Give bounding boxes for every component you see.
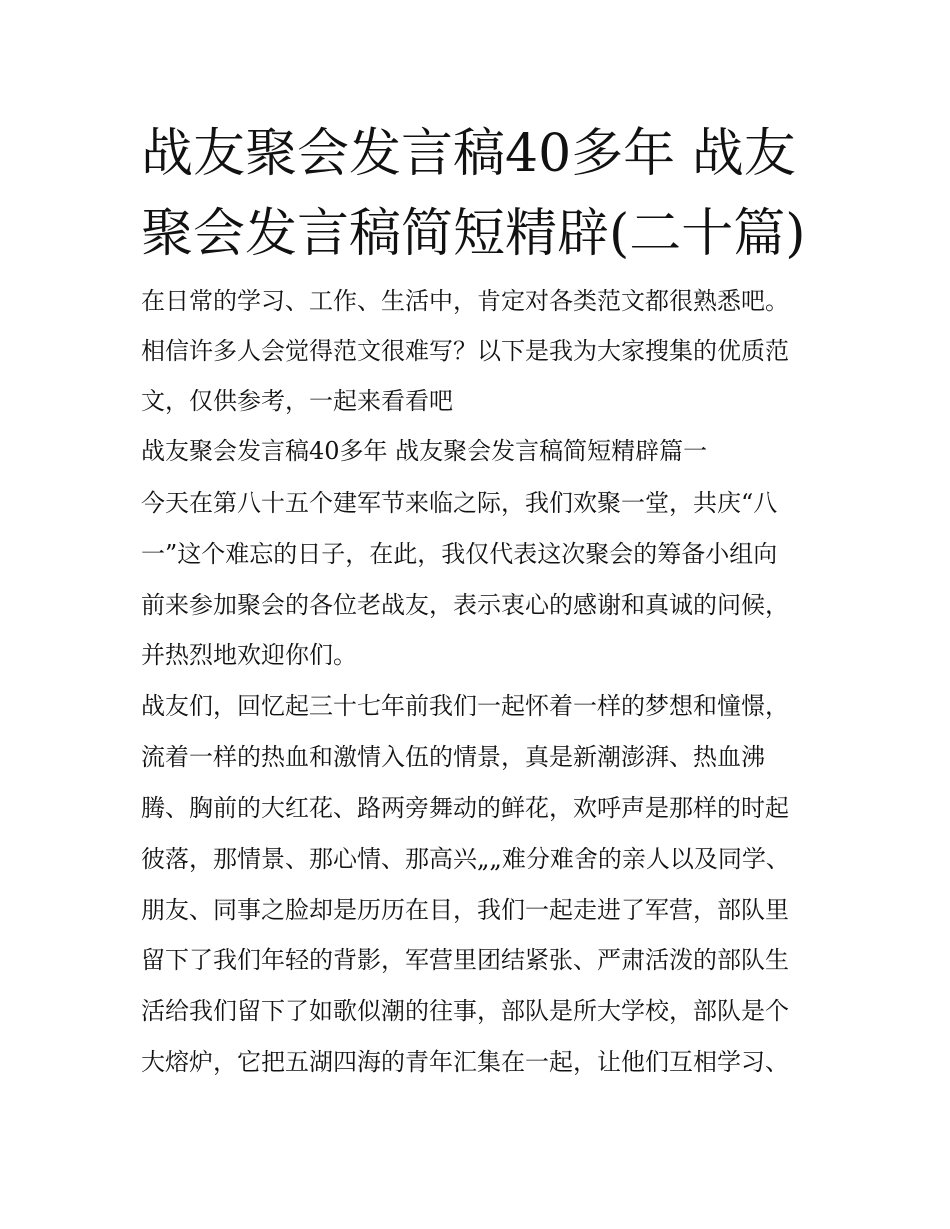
paragraph-1-line: 前来参加聚会的各位老战友，表示衷心的感谢和真诚的问候， <box>141 591 789 619</box>
paragraph-2-line: 活给我们留下了如歌似潮的往事，部队是所大学校，部队是个 <box>141 997 789 1025</box>
paragraph-1-line: 并热烈地欢迎你们。 <box>141 641 357 669</box>
paragraph-2-line: 流着一样的热血和激情入伍的情景，真是新潮澎湃、热血沸 <box>141 743 765 771</box>
paragraph-1-line: 今天在第八十五个建军节来临之际，我们欢聚一堂，共庆“八 <box>141 489 778 517</box>
paragraph-2-line: 朋友、同事之脸却是历历在目，我们一起走进了军营，部队里 <box>141 896 789 924</box>
title-line-1: 战友聚会发言稿40多年 战友 <box>141 124 796 184</box>
paragraph-2-line: 大熔炉，它把五湖四海的青年汇集在一起，让他们互相学习、 <box>141 1048 789 1076</box>
intro-line: 相信许多人会觉得范文很难写？以下是我为大家搜集的优质范 <box>141 337 789 365</box>
paragraph-1-line: 一”这个难忘的日子，在此，我仅代表这次聚会的筹备小组向 <box>141 540 778 568</box>
section-heading: 战友聚会发言稿40多年 战友聚会发言稿简短精辟篇一 <box>141 437 708 465</box>
paragraph-2-line: 战友们，回忆起三十七年前我们一起怀着一样的梦想和憧憬， <box>141 692 789 720</box>
intro-line: 文，仅供参考，一起来看看吧 <box>141 387 453 415</box>
paragraph-2-line: 彼落，那情景、那心情、那高兴„„难分难舍的亲人以及同学、 <box>141 845 790 873</box>
paragraph-2-line: 腾、胸前的大红花、路两旁舞动的鲜花，欢呼声是那样的时起 <box>141 794 789 822</box>
intro-line: 在日常的学习、工作、生活中，肯定对各类范文都很熟悉吧。 <box>141 287 789 315</box>
title-line-2: 聚会发言稿简短精辟(二十篇) <box>141 204 806 264</box>
paragraph-2-line: 留下了我们年轻的背影，军营里团结紧张、严肃活泼的部队生 <box>141 946 789 974</box>
document-title <box>141 114 821 274</box>
